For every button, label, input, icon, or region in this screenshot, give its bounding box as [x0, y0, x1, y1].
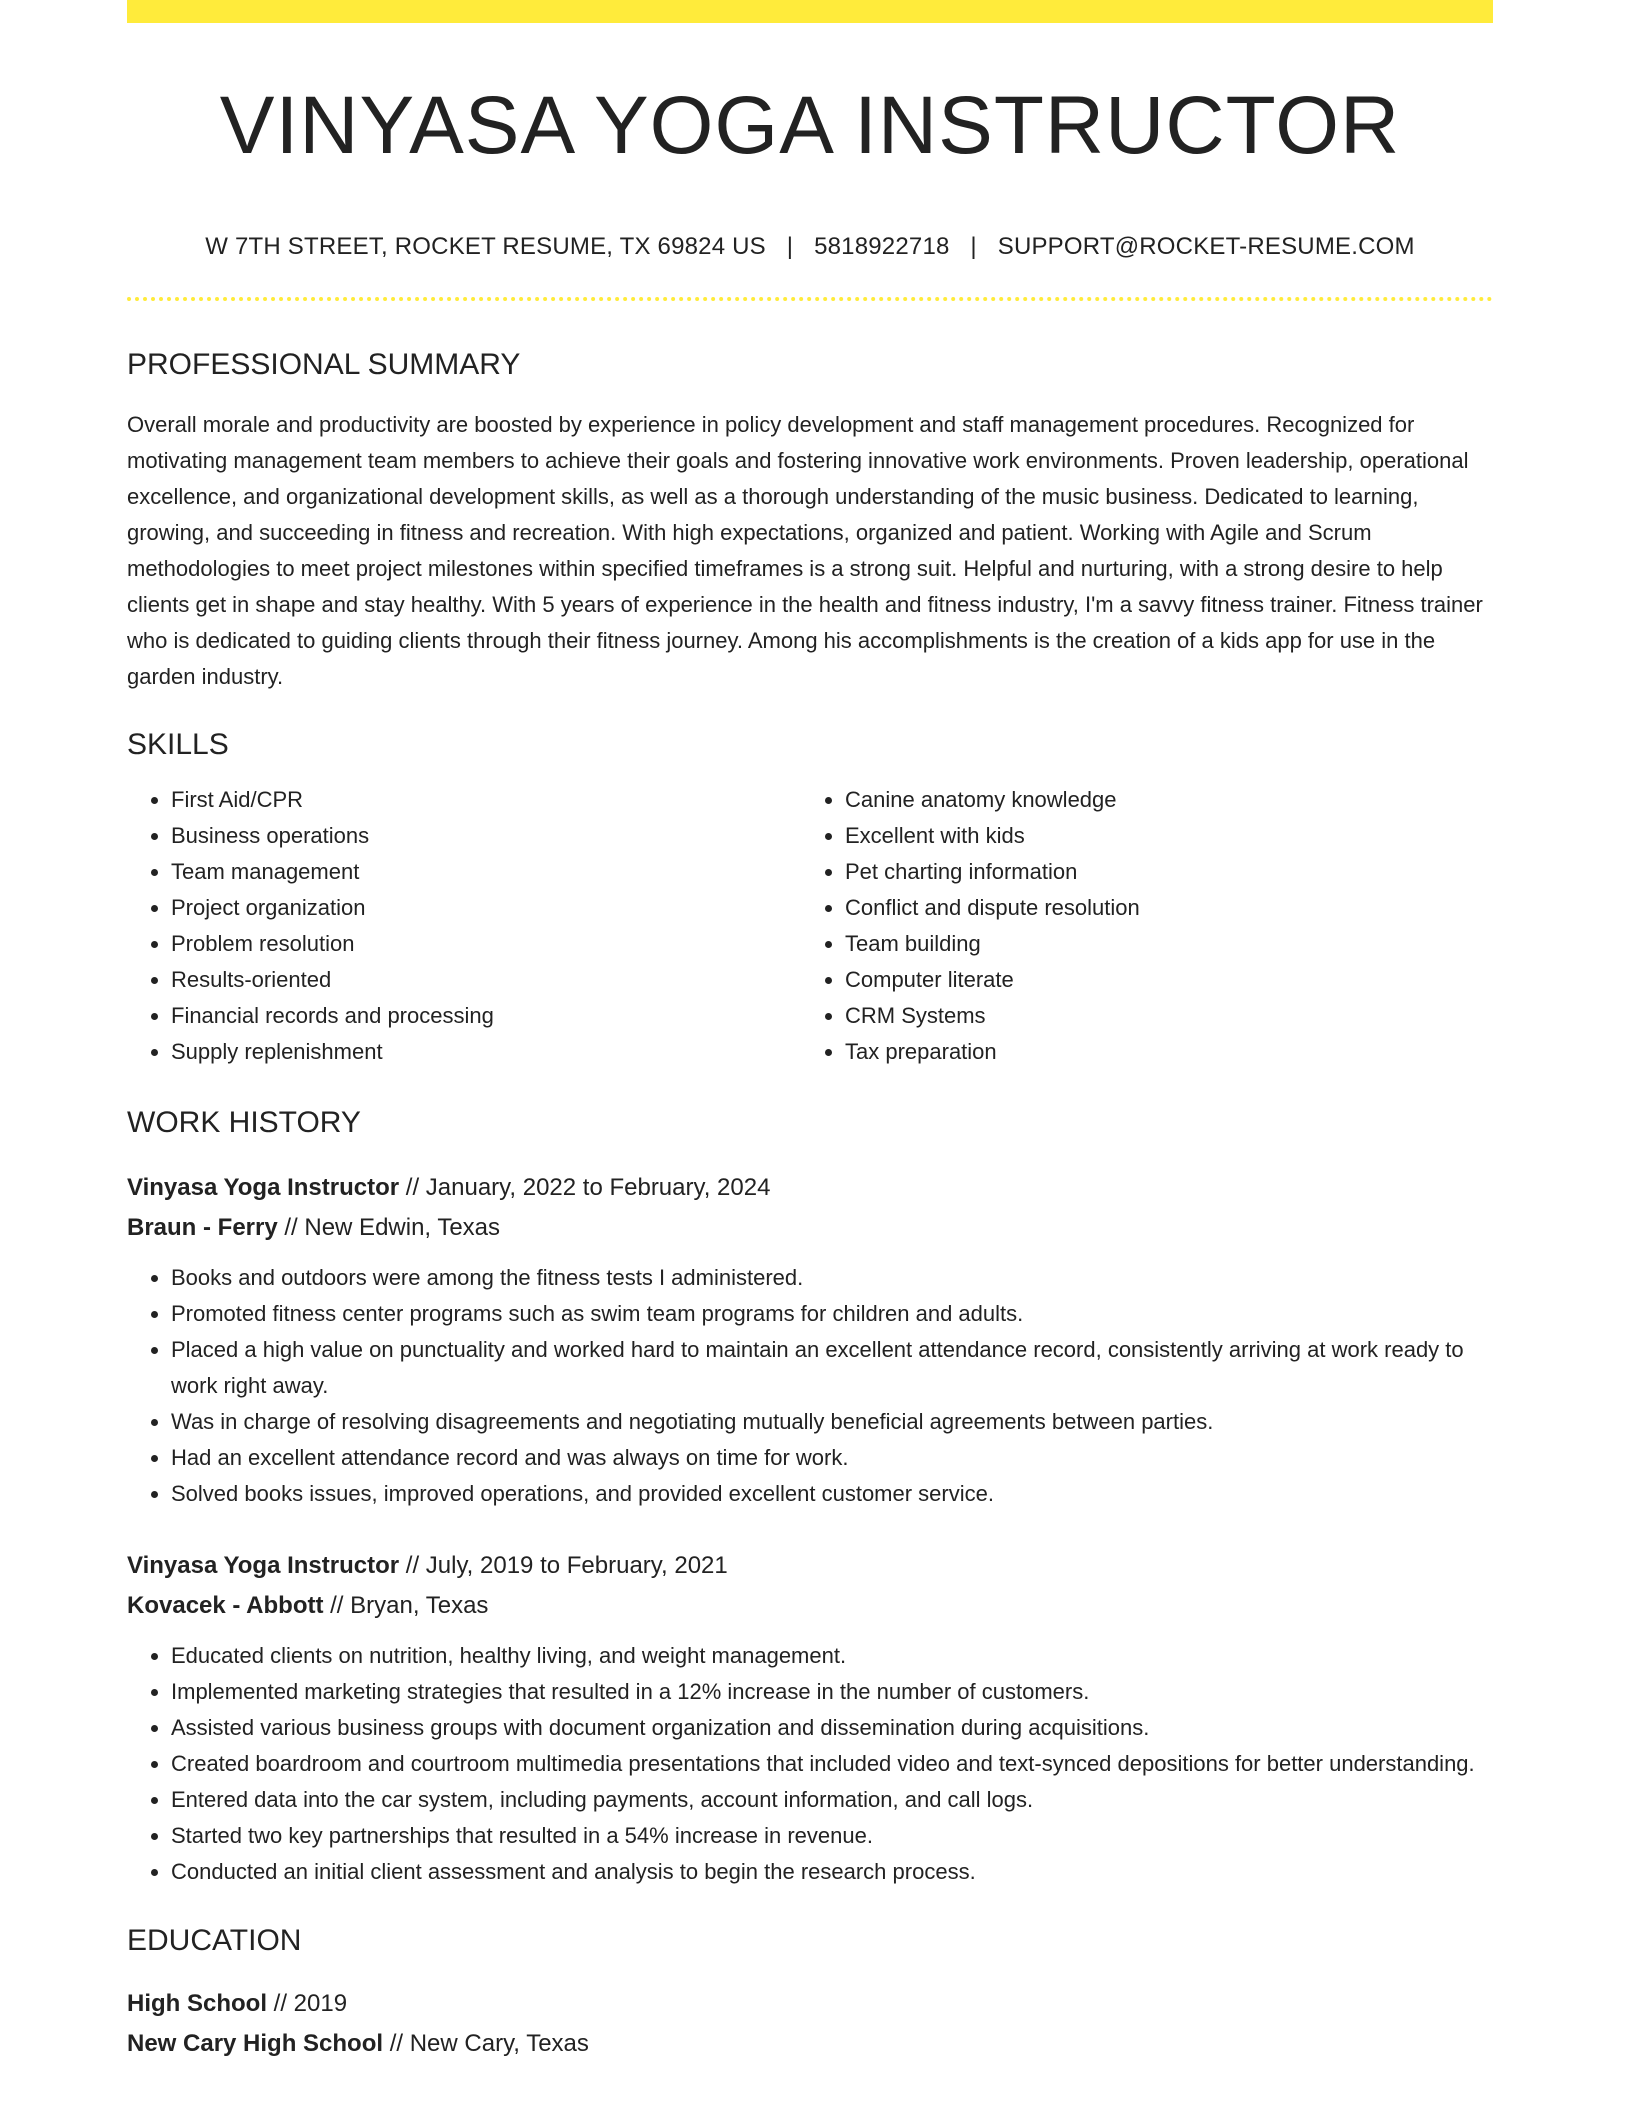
- list-item: • Entered data into the car system, including payments, account information, and call logs.: [171, 1782, 1493, 1818]
- resume-title: VINYASA YOGA INSTRUCTOR: [219, 80, 1401, 171]
- list-item: • Canine anatomy knowledge: [845, 782, 1475, 818]
- list-item: • Conducted an initial client assessment and analysis to begin the research process.: [171, 1854, 1493, 1890]
- list-item: • Placed a high value on punctuality and worked hard to maintain an excellent attendance record, consistently arriving at work ready to work right away.: [171, 1332, 1493, 1404]
- job-dates: // July, 2019 to February, 2021: [399, 1552, 728, 1579]
- education-school-line: [127, 2024, 1493, 2064]
- education-entry: [127, 1984, 1493, 2064]
- contact-line: [127, 233, 1493, 261]
- list-item: • Business operations: [171, 818, 801, 854]
- list-item: • Pet charting information: [845, 854, 1475, 890]
- skills-heading: SKILLS: [127, 728, 229, 761]
- list-item: • Books and outdoors were among the fitness tests I administered.: [171, 1260, 1493, 1296]
- job-entry: [127, 1546, 1493, 1890]
- contact-separator: |: [970, 233, 977, 260]
- education-location: // New Cary, Texas: [383, 2030, 589, 2057]
- resume-page: [127, 0, 1493, 2064]
- skills-columns: [127, 782, 1493, 1070]
- list-item: • CRM Systems: [845, 998, 1475, 1034]
- job-bullets: [127, 1638, 1493, 1890]
- education-year: // 2019: [267, 1990, 348, 2017]
- skills-section: [127, 730, 1493, 1070]
- list-item: • Created boardroom and courtroom multimedia presentations that included video and text-synced depositions for better understanding.: [171, 1746, 1493, 1782]
- education-degree: High School: [127, 1990, 267, 2017]
- job-company: Braun - Ferry: [127, 1214, 278, 1241]
- list-item: • Conflict and dispute resolution: [845, 890, 1475, 926]
- list-item: • Project organization: [171, 890, 801, 926]
- list-item: • Educated clients on nutrition, healthy living, and weight management.: [171, 1638, 1493, 1674]
- job-title-line: [127, 1168, 1493, 1208]
- work-heading: WORK HISTORY: [127, 1106, 361, 1139]
- list-item: • Tax preparation: [845, 1034, 1475, 1070]
- list-item: • Computer literate: [845, 962, 1475, 998]
- list-item: • Supply replenishment: [171, 1034, 801, 1070]
- contact-email: SUPPORT@ROCKET-RESUME.COM: [997, 233, 1415, 260]
- education-section: [127, 1926, 1493, 2064]
- list-item: • Started two key partnerships that resulted in a 54% increase in revenue.: [171, 1818, 1493, 1854]
- job-entry: [127, 1168, 1493, 1512]
- summary-heading: PROFESSIONAL SUMMARY: [127, 348, 521, 381]
- work-section: [127, 1108, 1493, 1890]
- education-degree-line: [127, 1984, 1493, 2024]
- list-item: • Results-oriented: [171, 962, 801, 998]
- accent-top-bar: [127, 0, 1493, 23]
- list-item: • Implemented marketing strategies that resulted in a 12% increase in the number of customers.: [171, 1674, 1493, 1710]
- contact-phone: 5818922718: [814, 233, 950, 260]
- list-item: • Team building: [845, 926, 1475, 962]
- job-title-line: [127, 1546, 1493, 1586]
- list-item: • Problem resolution: [171, 926, 801, 962]
- job-company-line: [127, 1586, 1493, 1626]
- list-item: • Was in charge of resolving disagreements and negotiating mutually beneficial agreements between parties.: [171, 1404, 1493, 1440]
- list-item: • Financial records and processing: [171, 998, 801, 1034]
- dotted-divider: [127, 297, 1493, 301]
- contact-address: W 7TH STREET, ROCKET RESUME, TX 69824 US: [205, 233, 766, 260]
- list-item: • Promoted fitness center programs such as swim team programs for children and adults.: [171, 1296, 1493, 1332]
- job-dates: // January, 2022 to February, 2024: [399, 1174, 771, 1201]
- job-bullets: [127, 1260, 1493, 1512]
- education-heading: EDUCATION: [127, 1924, 302, 1957]
- job-company-line: [127, 1208, 1493, 1248]
- summary-text: Overall morale and productivity are boosted by experience in policy development and staff management procedures. Recognized for motivating management team members to achieve their goals and fostering innovative work environments. Proven leadership, operational excellence, and organizational development skills, as well as a thorough understanding of the music business. Dedicated to learning, growing, and succeeding in fitness and recreation. With high expectations, organized and patient. Working with Agile and Scrum methodologies to meet project milestones within specified timeframes is a strong suit. Helpful and nurturing, with a strong desire to help clients get in shape and stay healthy. With 5 years of experience in the health and fitness industry, I'm a savvy fitness trainer. Fitness trainer who is dedicated to guiding clients through their fitness journey. Among his accomplishments is the creation of a kids app for use in the garden industry.: [127, 412, 1483, 689]
- contact-separator: |: [786, 233, 794, 260]
- list-item: • First Aid/CPR: [171, 782, 801, 818]
- skills-list-left: [127, 782, 801, 1070]
- job-location: // New Edwin, Texas: [277, 1214, 501, 1241]
- list-item: • Had an excellent attendance record and was always on time for work.: [171, 1440, 1493, 1476]
- list-item: • Excellent with kids: [845, 818, 1475, 854]
- list-item: • Team management: [171, 854, 801, 890]
- job-title: Vinyasa Yoga Instructor: [127, 1174, 400, 1201]
- skills-list-right: [801, 782, 1475, 1070]
- education-school: New Cary High School: [127, 2030, 384, 2057]
- job-location: // Bryan, Texas: [323, 1592, 489, 1619]
- job-title: Vinyasa Yoga Instructor: [127, 1552, 400, 1579]
- list-item: • Assisted various business groups with document organization and dissemination during acquisitions.: [171, 1710, 1493, 1746]
- summary-section: [127, 350, 1493, 695]
- list-item: • Solved books issues, improved operations, and provided excellent customer service.: [171, 1476, 1493, 1512]
- job-company: Kovacek - Abbott: [127, 1592, 324, 1619]
